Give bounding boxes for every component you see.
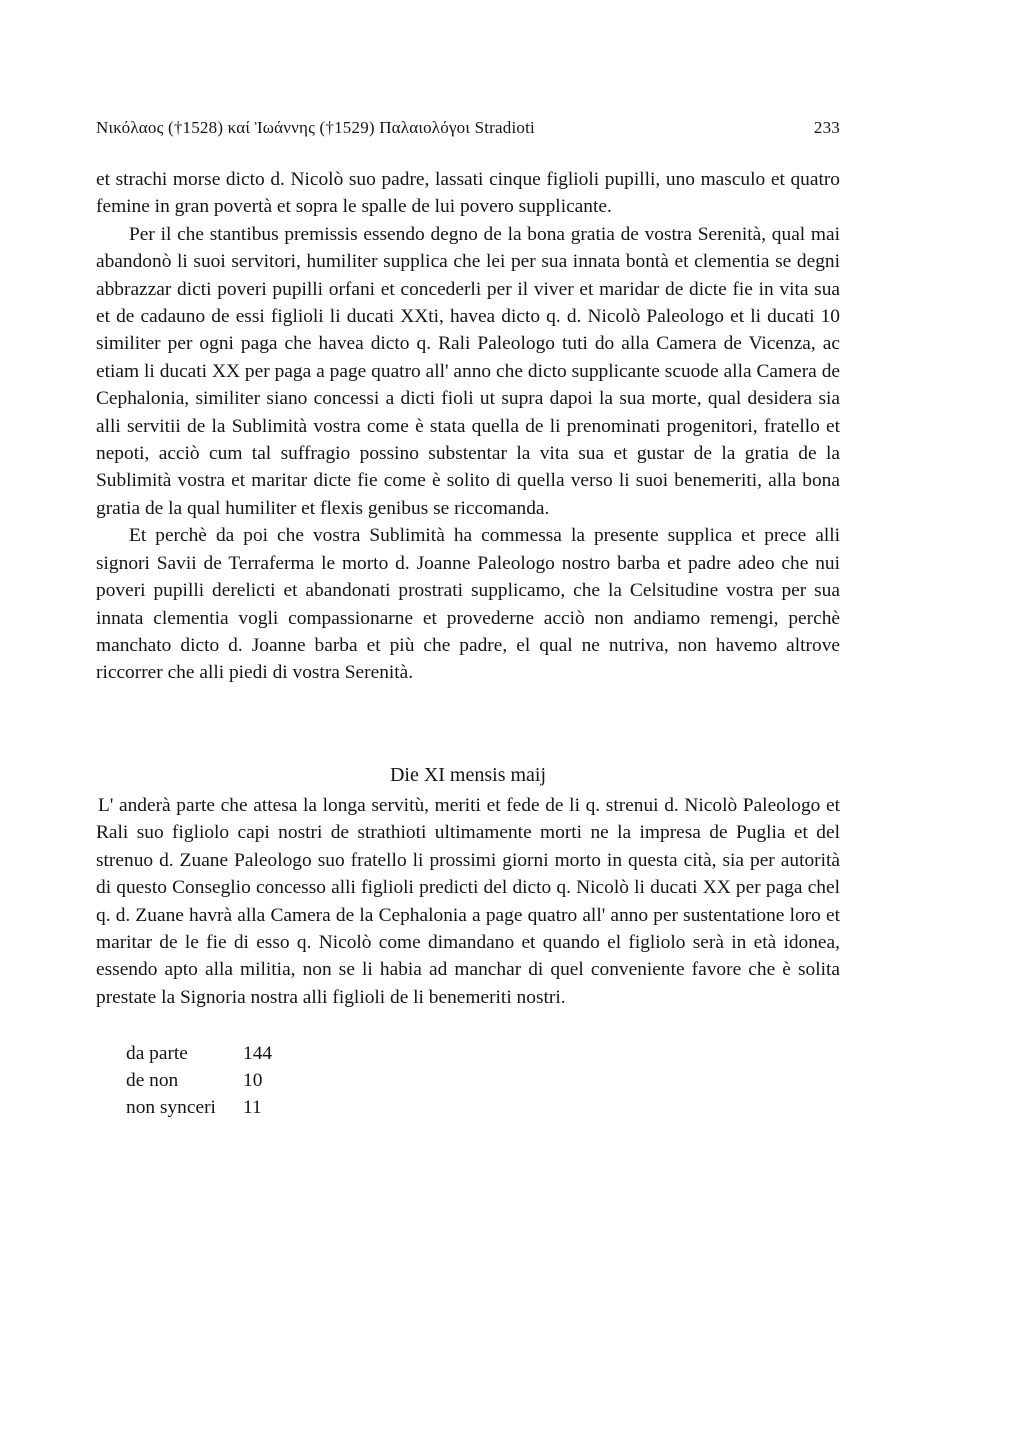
- vote-label: da parte: [126, 1043, 188, 1064]
- petition-text: [96, 166, 840, 687]
- decree-text-block: [96, 792, 840, 1011]
- page-number: 233: [813, 118, 840, 137]
- vote-count: 10: [243, 1070, 263, 1092]
- vote-count: 144: [243, 1043, 273, 1064]
- paragraph-3: Et perchè da poi che vostra Sublimità ha commessa la presente supplica et prece alli signori Savii de Terraferma le morto d. Joanne Paleologo nostro barba et padre adeo che nui poveri pupilli derelicti et abandonati prostrati supplicamo, che la Celsitudine vostra per sua innata clementia vogli compassionarne et provederne acciò non andiamo remengi, perchè manchato dicto d. Joanne barba et più che padre, el qual ne nutriva, non havemo altrove riccorrer che alli piedi di vostra Serenità.: [96, 525, 840, 684]
- vote-row: [126, 1094, 272, 1121]
- running-title: Νικόλαος (†1528) καί Ἰωάννης (†1529) Παλαιολόγοι Stradioti: [96, 118, 535, 137]
- vote-row: [126, 1067, 272, 1094]
- vote-label: non synceri: [126, 1097, 216, 1119]
- vote-count: 11: [243, 1097, 262, 1119]
- document-page: [96, 0, 840, 1435]
- paragraph-1: et strachi morse dicto d. Nicolò suo padre, lassati cinque figlioli pupilli, uno masculo et quatro femine in gran povertà et sopra le spalle de lui povero supplicante.: [96, 169, 840, 218]
- decree-title: Die XI mensis maij: [389, 764, 547, 786]
- vote-tally: [126, 1040, 272, 1122]
- vote-label: de non: [126, 1070, 179, 1092]
- vote-row: [126, 1040, 272, 1067]
- decree-text: L' anderà parte che attesa la longa servitù, meriti et fede de li q. strenui d. Nicolò Paleologo et Rali suo figliolo capi nostri de strathioti ultimamente morti ne la impresa de Puglia et del strenuo d. Zuane Paleologo suo fratello li prossimi giorni morto in questa cità, sia per autorità di questo Conseglio concesso alli figlioli predicti del dicto q. Nicolò li ducati XX per paga chel q. d. Zuane havrà alla Camera de la Cephalonia a page quatro all' anno per sustentatione loro et maritar de le fie di esso q. Nicolò come dimandano et quando el figliolo serà in età idonea, essendo apto alla militia, non se li habia ad manchar di quel conveniente favore che è solita prestate la Signoria nostra alli figlioli de li benemeriti nostri.: [96, 795, 840, 1008]
- running-head: [96, 118, 840, 138]
- paragraph-2: Per il che stantibus premissis essendo degno de la bona gratia de vostra Serenità, qual mai abandonò li suoi servitori, humiliter supplica che lei per sua innata bontà et clementia se degni abbrazzar dicti poveri pupilli orfani et concederli per il viver et maridar de dicte fie in vita sua et de cadauno de essi figlioli li ducati XXti, havea dicto q. d. Nicolò Paleologo et li ducati 10 similiter per ogni paga che havea dicto q. Rali Paleologo tuti do alla Camera de Vicenza, ac etiam li ducati XX per paga a page quatro all' anno che dicto supplicante scuode alla Camera de Cephalonia, similiter siano concessi a dicti fioli ut supra dapoi la sua morte, qual desidera sia alli servitii de la Sublimità vostra come è stata quella de li prenominati progenitori, fratello et nepoti, acciò cum tal suffragio possino substentar la vita sua et gustar de la gratia de la Sublimità vostra et maritar dicte fie come è solito di quella verso li suoi benemeriti, alla bona gratia de la qual humiliter et flexis genibus se riccomanda.: [96, 223, 840, 519]
